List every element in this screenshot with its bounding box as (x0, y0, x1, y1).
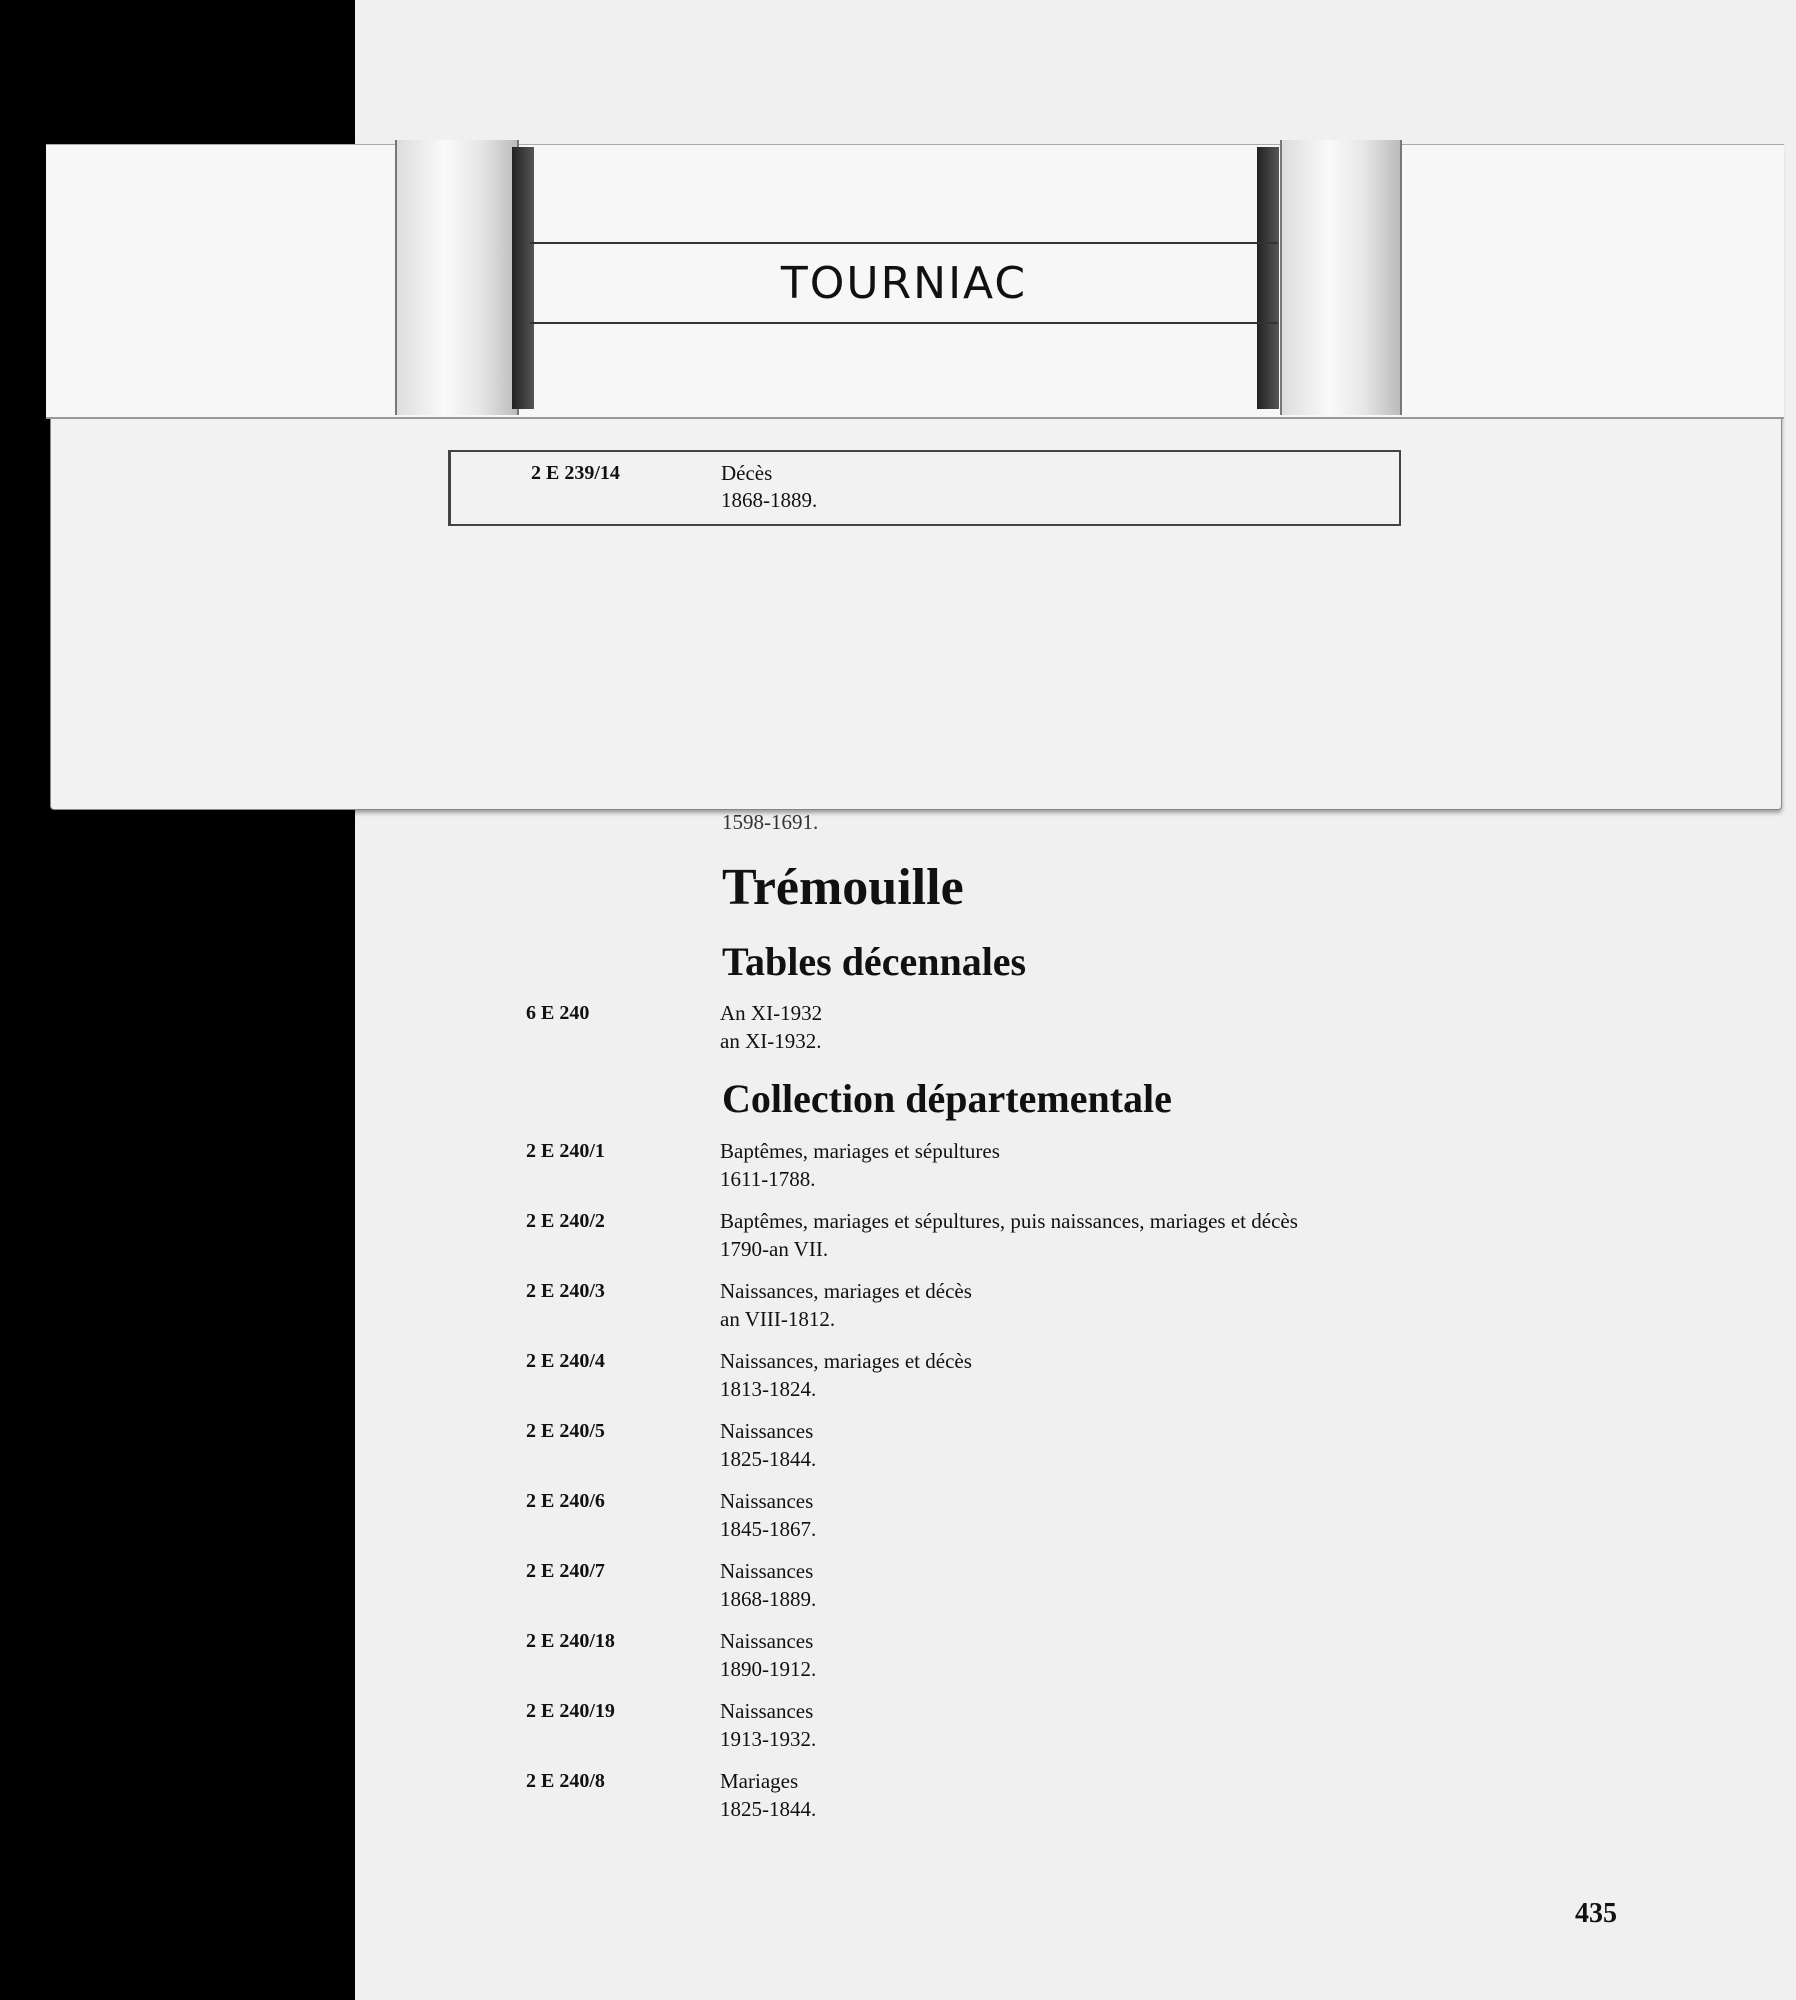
left-clip (395, 140, 519, 415)
entry-dates: 1813-1824. (720, 1377, 817, 1401)
entry-code: 2 E 239/14 (531, 462, 620, 484)
entry-dates: 1790-an VII. (720, 1237, 829, 1261)
entry-title: Naissances (720, 1489, 814, 1513)
entry-dates: 1868-1889. (720, 1587, 817, 1611)
entry-code: 2 E 240/4 (526, 1350, 605, 1372)
entry-dates: 1611-1788. (720, 1167, 816, 1191)
entry-dates: 1825-1844. (720, 1447, 817, 1471)
entry-title: Baptêmes, mariages et sépultures (720, 1139, 1000, 1163)
entry-code: 2 E 240/1 (526, 1140, 605, 1162)
collection-heading: Collection départementale (722, 1076, 1172, 1121)
entry-code: 2 E 240/6 (526, 1490, 605, 1512)
entry-title: Naissances, mariages et décès (720, 1279, 972, 1303)
tables-heading: Tables décennales (722, 939, 1027, 984)
entry-title: Baptêmes, mariages et sépultures, puis naissances, mariages et décès (720, 1209, 1298, 1233)
entry-code: 6 E 240 (526, 1002, 590, 1024)
entry-dates: 1868-1889. (721, 488, 818, 512)
entry-title: Naissances (720, 1629, 814, 1653)
entry-dates: 1845-1867. (720, 1517, 817, 1541)
entry-code: 2 E 240/18 (526, 1630, 615, 1652)
commune-label (530, 242, 1278, 324)
entry-title: Naissances (720, 1559, 814, 1583)
entry-code: 2 E 240/5 (526, 1420, 605, 1442)
commune-label-text: TOURNIAC (780, 258, 1028, 309)
partial-entry-dates: 1598-1691. (722, 810, 819, 834)
entry-title: Naissances, mariages et décès (720, 1349, 972, 1373)
entry-dates: 1825-1844. (720, 1797, 817, 1821)
entry-dates: 1890-1912. (720, 1657, 817, 1681)
entry-title: Naissances (720, 1419, 814, 1443)
entry-dates: an VIII-1812. (720, 1307, 836, 1331)
right-clip (1280, 140, 1402, 415)
covered-entry-box (448, 450, 1401, 526)
entry-dates: 1913-1932. (720, 1727, 817, 1751)
entry-code: 2 E 240/19 (526, 1700, 615, 1722)
page-number: 435 (1575, 1898, 1617, 1929)
entry-title: Décès (721, 461, 773, 485)
entry-code: 2 E 240/2 (526, 1210, 605, 1232)
entry-code: 2 E 240/8 (526, 1770, 605, 1792)
entry-dates: an XI-1932. (720, 1029, 822, 1053)
entry-code: 2 E 240/3 (526, 1280, 605, 1302)
entry-title: Naissances (720, 1699, 814, 1723)
commune-heading: Trémouille (722, 859, 964, 916)
entry-code: 2 E 240/7 (526, 1560, 605, 1582)
entry-title: An XI-1932 (720, 1001, 823, 1025)
entry-title: Mariages (720, 1769, 799, 1793)
